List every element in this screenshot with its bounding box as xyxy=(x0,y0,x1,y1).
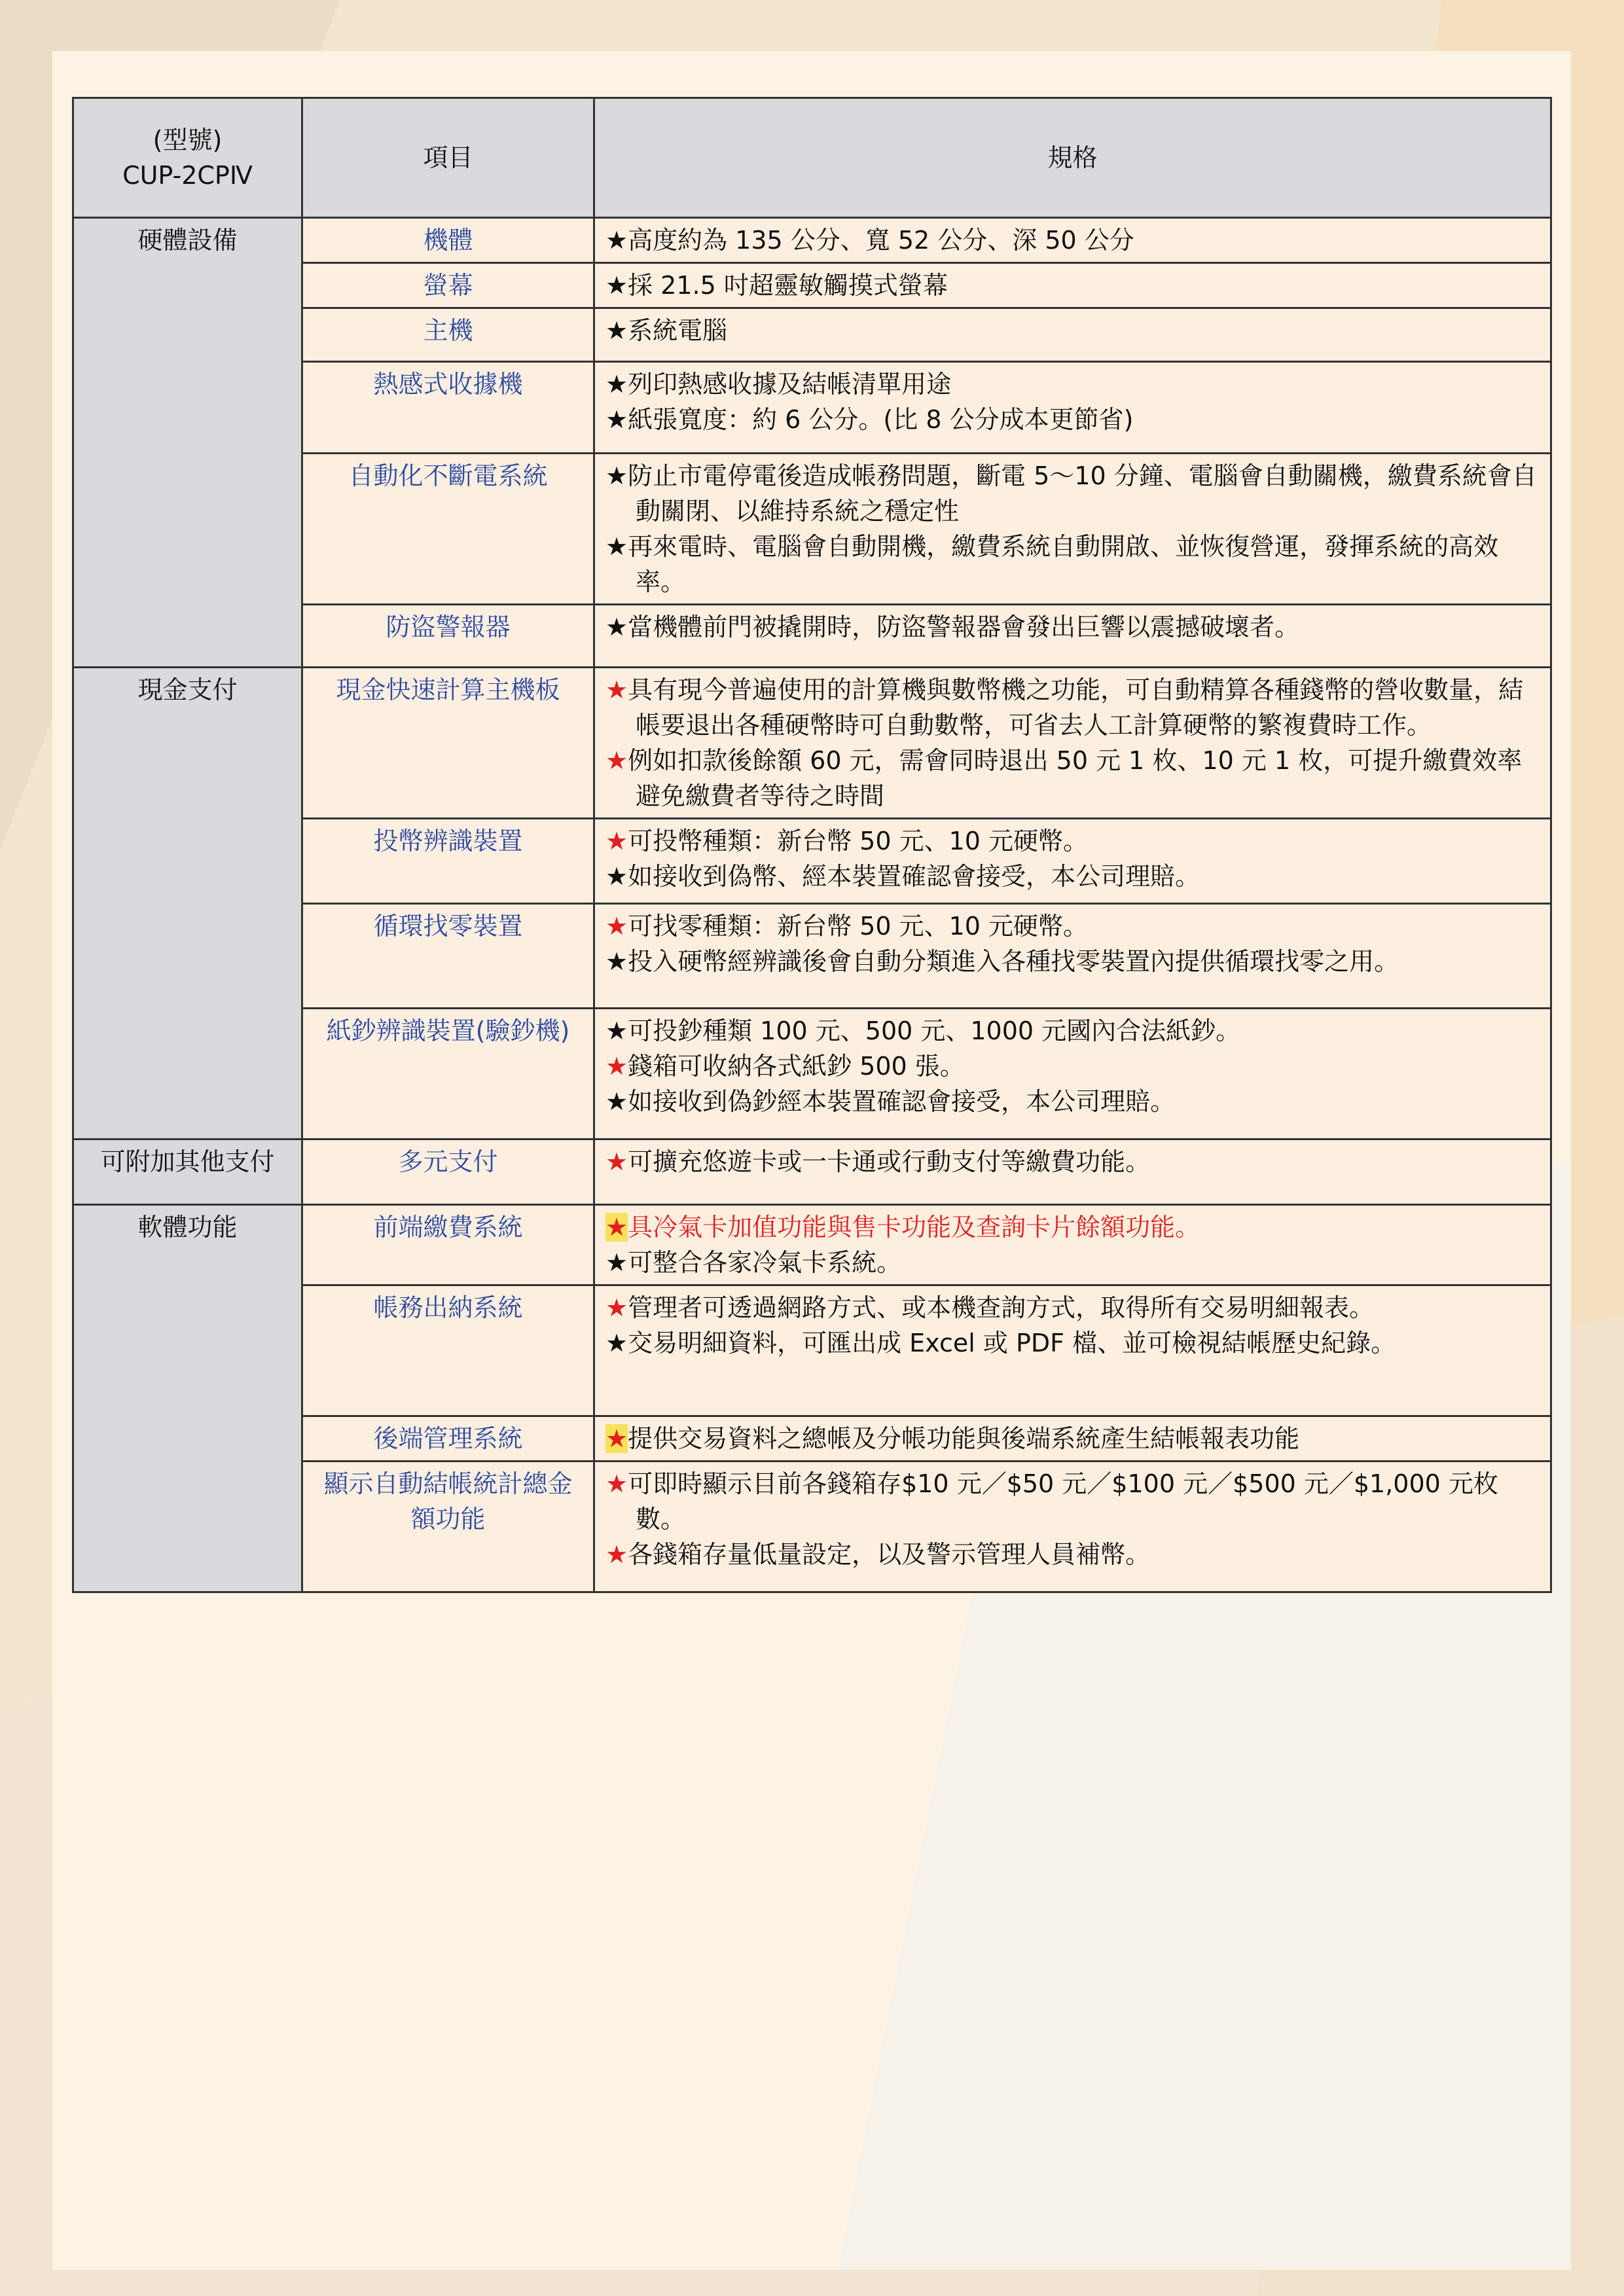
item-cell: 機體 xyxy=(302,218,594,263)
model-header xyxy=(73,98,302,218)
star-icon: ★ xyxy=(605,1540,628,1569)
item-cell: 現金快速計算主機板 xyxy=(302,668,594,819)
star-icon: ★ xyxy=(605,947,628,976)
spec-line xyxy=(605,313,1540,348)
spec-cell xyxy=(594,1285,1551,1416)
spec-text: 再來電時、電腦會自動開機，繳費系統自動開啟、並恢復營運，發揮系統的高效率。 xyxy=(628,532,1499,596)
item-cell: 螢幕 xyxy=(302,263,594,308)
spec-text: 可投幣種類：新台幣 50 元、10 元硬幣。 xyxy=(628,827,1089,855)
spec-text: 可整合各家冷氣卡系統。 xyxy=(628,1248,902,1277)
item-cell: 防盜警報器 xyxy=(302,605,594,668)
table-row xyxy=(73,1205,1551,1285)
spec-cell xyxy=(594,1416,1551,1462)
spec-text: 列印熱感收據及結帳清單用途 xyxy=(628,370,952,399)
spec-text: 投入硬幣經辨識後會自動分類進入各種找零裝置內提供循環找零之用。 xyxy=(628,947,1399,976)
star-icon: ★ xyxy=(605,746,628,775)
spec-line xyxy=(605,1537,1540,1572)
spec-text: 防止市電停電後造成帳務問題，斷電 5～10 分鐘、電腦會自動關機，繳費系統會自動關閉、以維持系統之穩定性 xyxy=(628,461,1537,526)
table-row xyxy=(73,668,1551,819)
category-cell: 硬體設備 xyxy=(73,218,302,668)
spec-text: 如接收到偽幣、經本裝置確認會接受，本公司理賠。 xyxy=(628,862,1200,891)
spec-line xyxy=(605,743,1540,814)
spec-line xyxy=(605,458,1540,529)
spec-text: 採 21.5 吋超靈敏觸摸式螢幕 xyxy=(628,271,948,300)
item-cell: 自動化不斷電系統 xyxy=(302,454,594,605)
spec-cell xyxy=(594,904,1551,1009)
star-icon: ★ xyxy=(605,827,628,855)
spec-text: 錢箱可收納各式紙鈔 500 張。 xyxy=(628,1052,965,1081)
item-cell: 帳務出納系統 xyxy=(302,1285,594,1416)
category-cell: 軟體功能 xyxy=(73,1205,302,1592)
star-icon: ★ xyxy=(605,271,628,300)
spec-cell xyxy=(594,1009,1551,1139)
model-label: (型號) xyxy=(153,126,223,154)
spec-text: 例如扣款後餘額 60 元，需會同時退出 50 元 1 枚、10 元 1 枚，可提升繳費效率避免繳費者等待之時間 xyxy=(628,746,1523,810)
spec-text: 可投鈔種類 100 元、500 元、1000 元國內合法紙鈔。 xyxy=(628,1016,1241,1045)
spec-text: 具冷氣卡加值功能與售卡功能及查詢卡片餘額功能。 xyxy=(628,1213,1200,1242)
star-icon: ★ xyxy=(605,613,628,641)
spec-line xyxy=(605,1421,1540,1456)
category-cell: 可附加其他支付 xyxy=(73,1139,302,1205)
star-icon: ★ xyxy=(605,1293,628,1322)
spec-text: 各錢箱存量低量設定，以及警示管理人員補幣。 xyxy=(628,1540,1151,1569)
star-icon: ★ xyxy=(605,532,628,561)
star-icon: ★ xyxy=(605,1147,628,1176)
spec-text: 高度約為 135 公分、寬 52 公分、深 50 公分 xyxy=(628,226,1134,255)
table-row xyxy=(73,218,1551,263)
spec-line xyxy=(605,944,1540,979)
spec-cell xyxy=(594,218,1551,263)
spec-cell xyxy=(594,454,1551,605)
item-cell: 顯示自動結帳統計總金額功能 xyxy=(302,1462,594,1592)
spec-line xyxy=(605,402,1540,437)
star-icon: ★ xyxy=(605,1052,628,1081)
spec-cell xyxy=(594,1205,1551,1285)
spec-text: 紙張寬度：約 6 公分。(比 8 公分成本更節省) xyxy=(628,405,1134,434)
table-row xyxy=(73,1139,1551,1205)
spec-line xyxy=(605,1210,1540,1245)
spec-cell xyxy=(594,605,1551,668)
item-header: 項目 xyxy=(302,98,594,218)
spec-cell xyxy=(594,308,1551,362)
spec-text: 如接收到偽鈔經本裝置確認會接受，本公司理賠。 xyxy=(628,1087,1176,1116)
spec-line xyxy=(605,1245,1540,1280)
spec-line xyxy=(605,1013,1540,1049)
item-cell: 前端繳費系統 xyxy=(302,1205,594,1285)
spec-cell xyxy=(594,1462,1551,1592)
item-cell: 多元支付 xyxy=(302,1139,594,1205)
star-icon: ★ xyxy=(605,1329,628,1357)
spec-header: 規格 xyxy=(594,98,1551,218)
star-icon: ★ xyxy=(605,1087,628,1116)
item-cell: 後端管理系統 xyxy=(302,1416,594,1462)
item-cell: 循環找零裝置 xyxy=(302,904,594,1009)
spec-text: 交易明細資料，可匯出成 Excel 或 PDF 檔、並可檢視結帳歷史紀錄。 xyxy=(628,1329,1396,1357)
category-cell: 現金支付 xyxy=(73,668,302,1139)
spec-line xyxy=(605,823,1540,859)
star-icon: ★ xyxy=(605,862,628,891)
spec-cell xyxy=(594,1139,1551,1205)
spec-line xyxy=(605,1290,1540,1325)
star-icon: ★ xyxy=(605,912,628,941)
spec-text: 系統電腦 xyxy=(628,316,728,345)
spec-line xyxy=(605,1144,1540,1179)
spec-line xyxy=(605,223,1540,258)
spec-line xyxy=(605,859,1540,894)
spec-line xyxy=(605,1084,1540,1119)
star-icon: ★ xyxy=(605,405,628,434)
spec-cell xyxy=(594,362,1551,454)
star-icon: ★ xyxy=(605,316,628,345)
star-icon: ★ xyxy=(605,370,628,399)
star-icon: ★ xyxy=(605,226,628,255)
star-icon: ★ xyxy=(605,1424,628,1453)
item-cell: 紙鈔辨識裝置(驗鈔機) xyxy=(302,1009,594,1139)
spec-line xyxy=(605,367,1540,402)
item-cell: 主機 xyxy=(302,308,594,362)
spec-cell xyxy=(594,819,1551,904)
spec-line xyxy=(605,609,1540,645)
item-cell: 熱感式收據機 xyxy=(302,362,594,454)
spec-line xyxy=(605,672,1540,743)
spec-line xyxy=(605,1466,1540,1537)
spec-text: 管理者可透過網路方式、或本機查詢方式，取得所有交易明細報表。 xyxy=(628,1293,1375,1322)
star-icon: ★ xyxy=(605,461,628,490)
spec-line xyxy=(605,908,1540,944)
star-icon: ★ xyxy=(605,675,628,704)
spec-text: 可擴充悠遊卡或一卡通或行動支付等繳費功能。 xyxy=(628,1147,1151,1176)
spec-line xyxy=(605,268,1540,303)
star-icon: ★ xyxy=(605,1016,628,1045)
spec-table-body xyxy=(73,218,1551,1592)
spec-line xyxy=(605,1325,1540,1361)
model-number: CUP-2CPⅣ xyxy=(122,161,253,190)
spec-text: 具有現今普遍使用的計算機與數幣機之功能，可自動精算各種錢幣的營收數量，結帳要退出各種硬幣時可自動數幣，可省去人工計算硬幣的繁複費時工作。 xyxy=(628,675,1524,740)
spec-text: 可即時顯示目前各錢箱存$10 元／$50 元／$100 元／$500 元／$1,000 元枚數。 xyxy=(628,1469,1498,1534)
star-icon: ★ xyxy=(605,1213,628,1242)
spec-table xyxy=(72,97,1552,1593)
star-icon: ★ xyxy=(605,1248,628,1277)
spec-text: 可找零種類：新台幣 50 元、10 元硬幣。 xyxy=(628,912,1089,941)
spec-line xyxy=(605,1049,1540,1084)
star-icon: ★ xyxy=(605,1469,628,1498)
spec-cell xyxy=(594,668,1551,819)
spec-line xyxy=(605,529,1540,600)
spec-cell xyxy=(594,263,1551,308)
item-cell: 投幣辨識裝置 xyxy=(302,819,594,904)
table-header-row xyxy=(73,98,1551,218)
spec-text: 提供交易資料之總帳及分帳功能與後端系統產生結帳報表功能 xyxy=(628,1424,1300,1453)
spec-text: 當機體前門被撬開時，防盜警報器會發出巨響以震撼破壞者。 xyxy=(628,613,1300,641)
